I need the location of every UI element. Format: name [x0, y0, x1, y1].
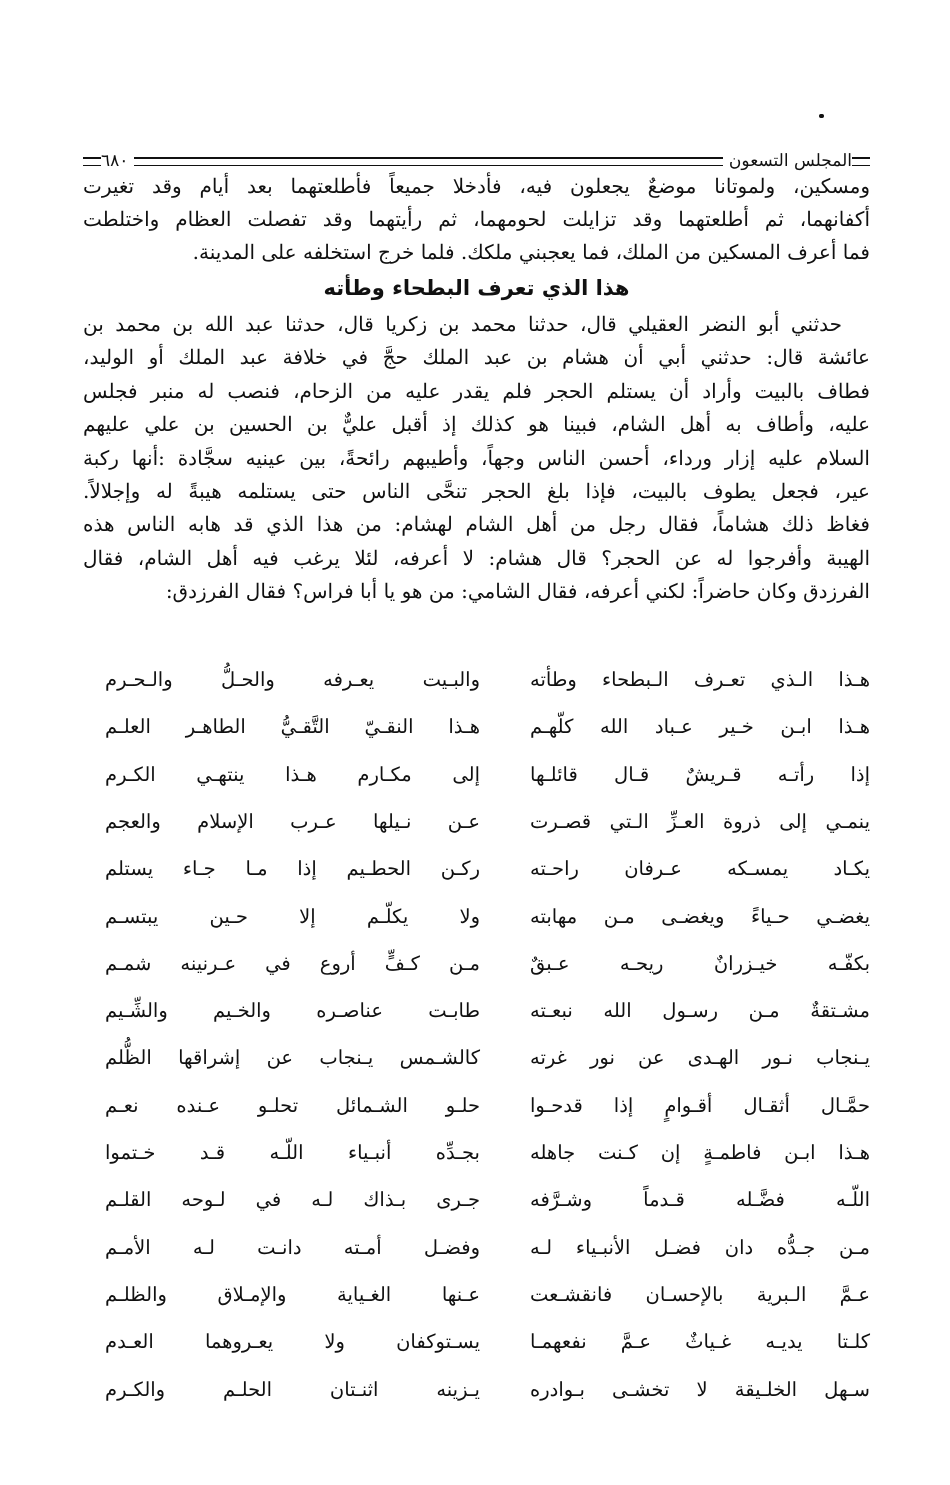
- second-hemistich: هـذا النقـيّ التَّقـيُّ الطاهـر العلـم: [105, 715, 480, 739]
- second-hemistich: مـن كـفٍّ أروع في عـرنينه شمـم: [105, 951, 480, 975]
- second-hemistich: طابـت عناصـره والخـيم والشِّـيم: [105, 999, 480, 1023]
- header-rule-start: [852, 157, 870, 166]
- verse-line: [83, 1236, 870, 1276]
- first-hemistich: حمَّـال أثقـال أقـوامٍ إذا قدحـوا: [530, 1093, 870, 1117]
- text-line: فغاظ ذلك هشاماً، فقال رجل من أهل الشام لهشام: من هذا الذي قد هابه الناس هذه: [83, 512, 870, 537]
- first-hemistich: هـذا الـذي تعـرف الـبطحاء وطأته: [530, 668, 870, 691]
- second-hemistich: كالشـمس يـنجاب عن إشراقها الظُّلم: [105, 1046, 480, 1070]
- text-line: حدثني أبو النضر العقيلي قال، حدثنا محمد بن زكريا قال، حدثنا عبد الله بن محمد بن: [83, 312, 842, 336]
- verse-line: [83, 1378, 870, 1418]
- text-line: فما أعرف المسكين من الملك، فما يعجبني ملكك. فلما خرج استخلفه على المدينة.: [192, 240, 870, 264]
- first-hemistich: مشـتقةٌ مـن رسـول الله نبعـته: [530, 999, 870, 1023]
- verse-line: [83, 1094, 870, 1134]
- chapter-title: المجلس التسعون: [728, 151, 852, 171]
- second-hemistich: وفضـل أمـته دانـت لـه الأمـم: [105, 1235, 480, 1259]
- print-mark: [819, 114, 824, 118]
- verse-line: [83, 857, 870, 897]
- text-line: عائشة قال: حدثني أبي أن هشام بن عبد الملك حجَّ في خلافة عبد الملك أو الوليد،: [83, 345, 870, 370]
- text-line: السلام عليه إزار ورداء، أحسن الناس وجهاً، وأطيبهم رائحةً، بين عينيه سجَّادة :أنها ركبة: [83, 445, 870, 470]
- first-hemistich: مـن جـدُّه دان فضـل الأنبـياء لـه: [530, 1235, 870, 1259]
- verse-line: [83, 1046, 870, 1086]
- verse-line: [83, 810, 870, 850]
- first-hemistich: كلـتا يديـه غـياثٌ عـمَّ نفعهمـا: [530, 1330, 870, 1354]
- first-hemistich: بكفّـه خيـزرانٌ ريحـه عـبقٌ: [530, 951, 870, 975]
- first-hemistich: يـنجاب نـور الهـدى عن نور غرته: [530, 1046, 870, 1070]
- header-rule-end: [83, 157, 101, 166]
- second-hemistich: ركـن الحطـيم إذا مـا جـاء يستلم: [105, 857, 480, 881]
- first-hemistich: عـمَّ الـبرية بالإحسـان فانقشـعت: [530, 1282, 870, 1306]
- verse-line: [83, 763, 870, 803]
- first-hemistich: سـهل الخلـيقة لا تخشـى بـوادره: [530, 1377, 870, 1401]
- verse-line: [83, 905, 870, 945]
- text-line: ومسكين، ولموتانا موضعٌ يجعلون فيه، فأدخلا جميعاً فأطلعتهما بعد أيام وقد تغيرت: [83, 174, 870, 198]
- second-hemistich: عـنها الغـياية والإمـلاق والظلـم: [105, 1282, 480, 1306]
- verse-line: [83, 1330, 870, 1370]
- text-line: عير، فجعل يطوف بالبيت، فإذا بلغ الحجر تنحَّى الناس حتى يستلمه هيبةً له وإجلالاً.: [83, 479, 870, 503]
- second-hemistich: ولا يكلّـم إلا حـين يبتسـم: [105, 904, 480, 928]
- first-hemistich: اللّـه فضَّـله قـدماً وشـرَّفه: [530, 1188, 870, 1212]
- verse-line: [83, 999, 870, 1039]
- verse-line: [83, 668, 870, 708]
- second-hemistich: عـن نـيلها عـرب الإسلام والعجم: [105, 809, 480, 833]
- text-line: الهيبة وأفرجوا له عن الحجر؟ قال هشام: لا أعرفه، لئلا يرغب فيه أهل الشام، فقال: [83, 545, 870, 570]
- second-hemistich: يسـتوكفان ولا يعـروهما العـدم: [105, 1330, 480, 1354]
- second-hemistich: والبـيت يعـرفه والحـلُّ والـحـرم: [105, 668, 480, 691]
- verse-line: [83, 1188, 870, 1228]
- second-hemistich: جـرى بـذاك لـه في لـوحه القلـم: [105, 1188, 480, 1212]
- header-rule: [134, 157, 723, 166]
- verse-line: [83, 1141, 870, 1181]
- text-line: أكفانهما، ثم أطلعتهما وقد تزايلت لحومهما، ثم رأيتهما وقد تفصلت العظام واختلطت: [83, 207, 870, 231]
- page-number: ٦٨٠: [101, 151, 129, 171]
- second-hemistich: حلـو الشـمائل تحلـو عـنده نعـم: [105, 1093, 480, 1117]
- verse-line: [83, 1283, 870, 1323]
- text-line: عليه، وأطاف به أهل الشام، فبينا هو كذلك إذ أقبل عليٌّ بن الحسين بن علي عليهم: [83, 412, 870, 437]
- first-hemistich: ينمـي إلى ذروة العـزِّ الـتي قصـرت: [530, 809, 870, 833]
- second-hemistich: يـزينه اثنـتان الحلـم والكـرم: [105, 1377, 480, 1401]
- first-hemistich: يكـاد يمسـكه عـرفان راحـته: [530, 857, 870, 881]
- verse-line: [83, 952, 870, 992]
- second-hemistich: بجـدِّه أنبـياء اللّـه قـد خـتموا: [105, 1141, 480, 1164]
- text-line: فطاف بالبيت وأراد أن يستلم الحجر فلم يقدر عليه من الزحام، فنصب له منبر فجلس: [83, 378, 870, 403]
- first-hemistich: هـذا ابـن فاطمـةٍ إن كـنت جاهله: [530, 1141, 870, 1164]
- section-title: هذا الذي تعرف البطحاء وطأته: [323, 276, 630, 300]
- verse-line: [83, 715, 870, 755]
- first-hemistich: إذا رأتـه قـريشٌ قـال قائلـها: [530, 762, 870, 786]
- first-hemistich: يغضـي حـياءً ويغضـى مـن مهابته: [530, 904, 870, 928]
- text-line: الفرزدق وكان حاضراً: لكني أعرفه، فقال الشامي: من هو يا أبا فراس؟ فقال الفرزدق:: [165, 579, 870, 604]
- first-hemistich: هـذا ابـن خـير عـباد الله كلّهـم: [530, 715, 870, 739]
- second-hemistich: إلى مكـارم هـذا ينتهـي الكـرم: [105, 762, 480, 786]
